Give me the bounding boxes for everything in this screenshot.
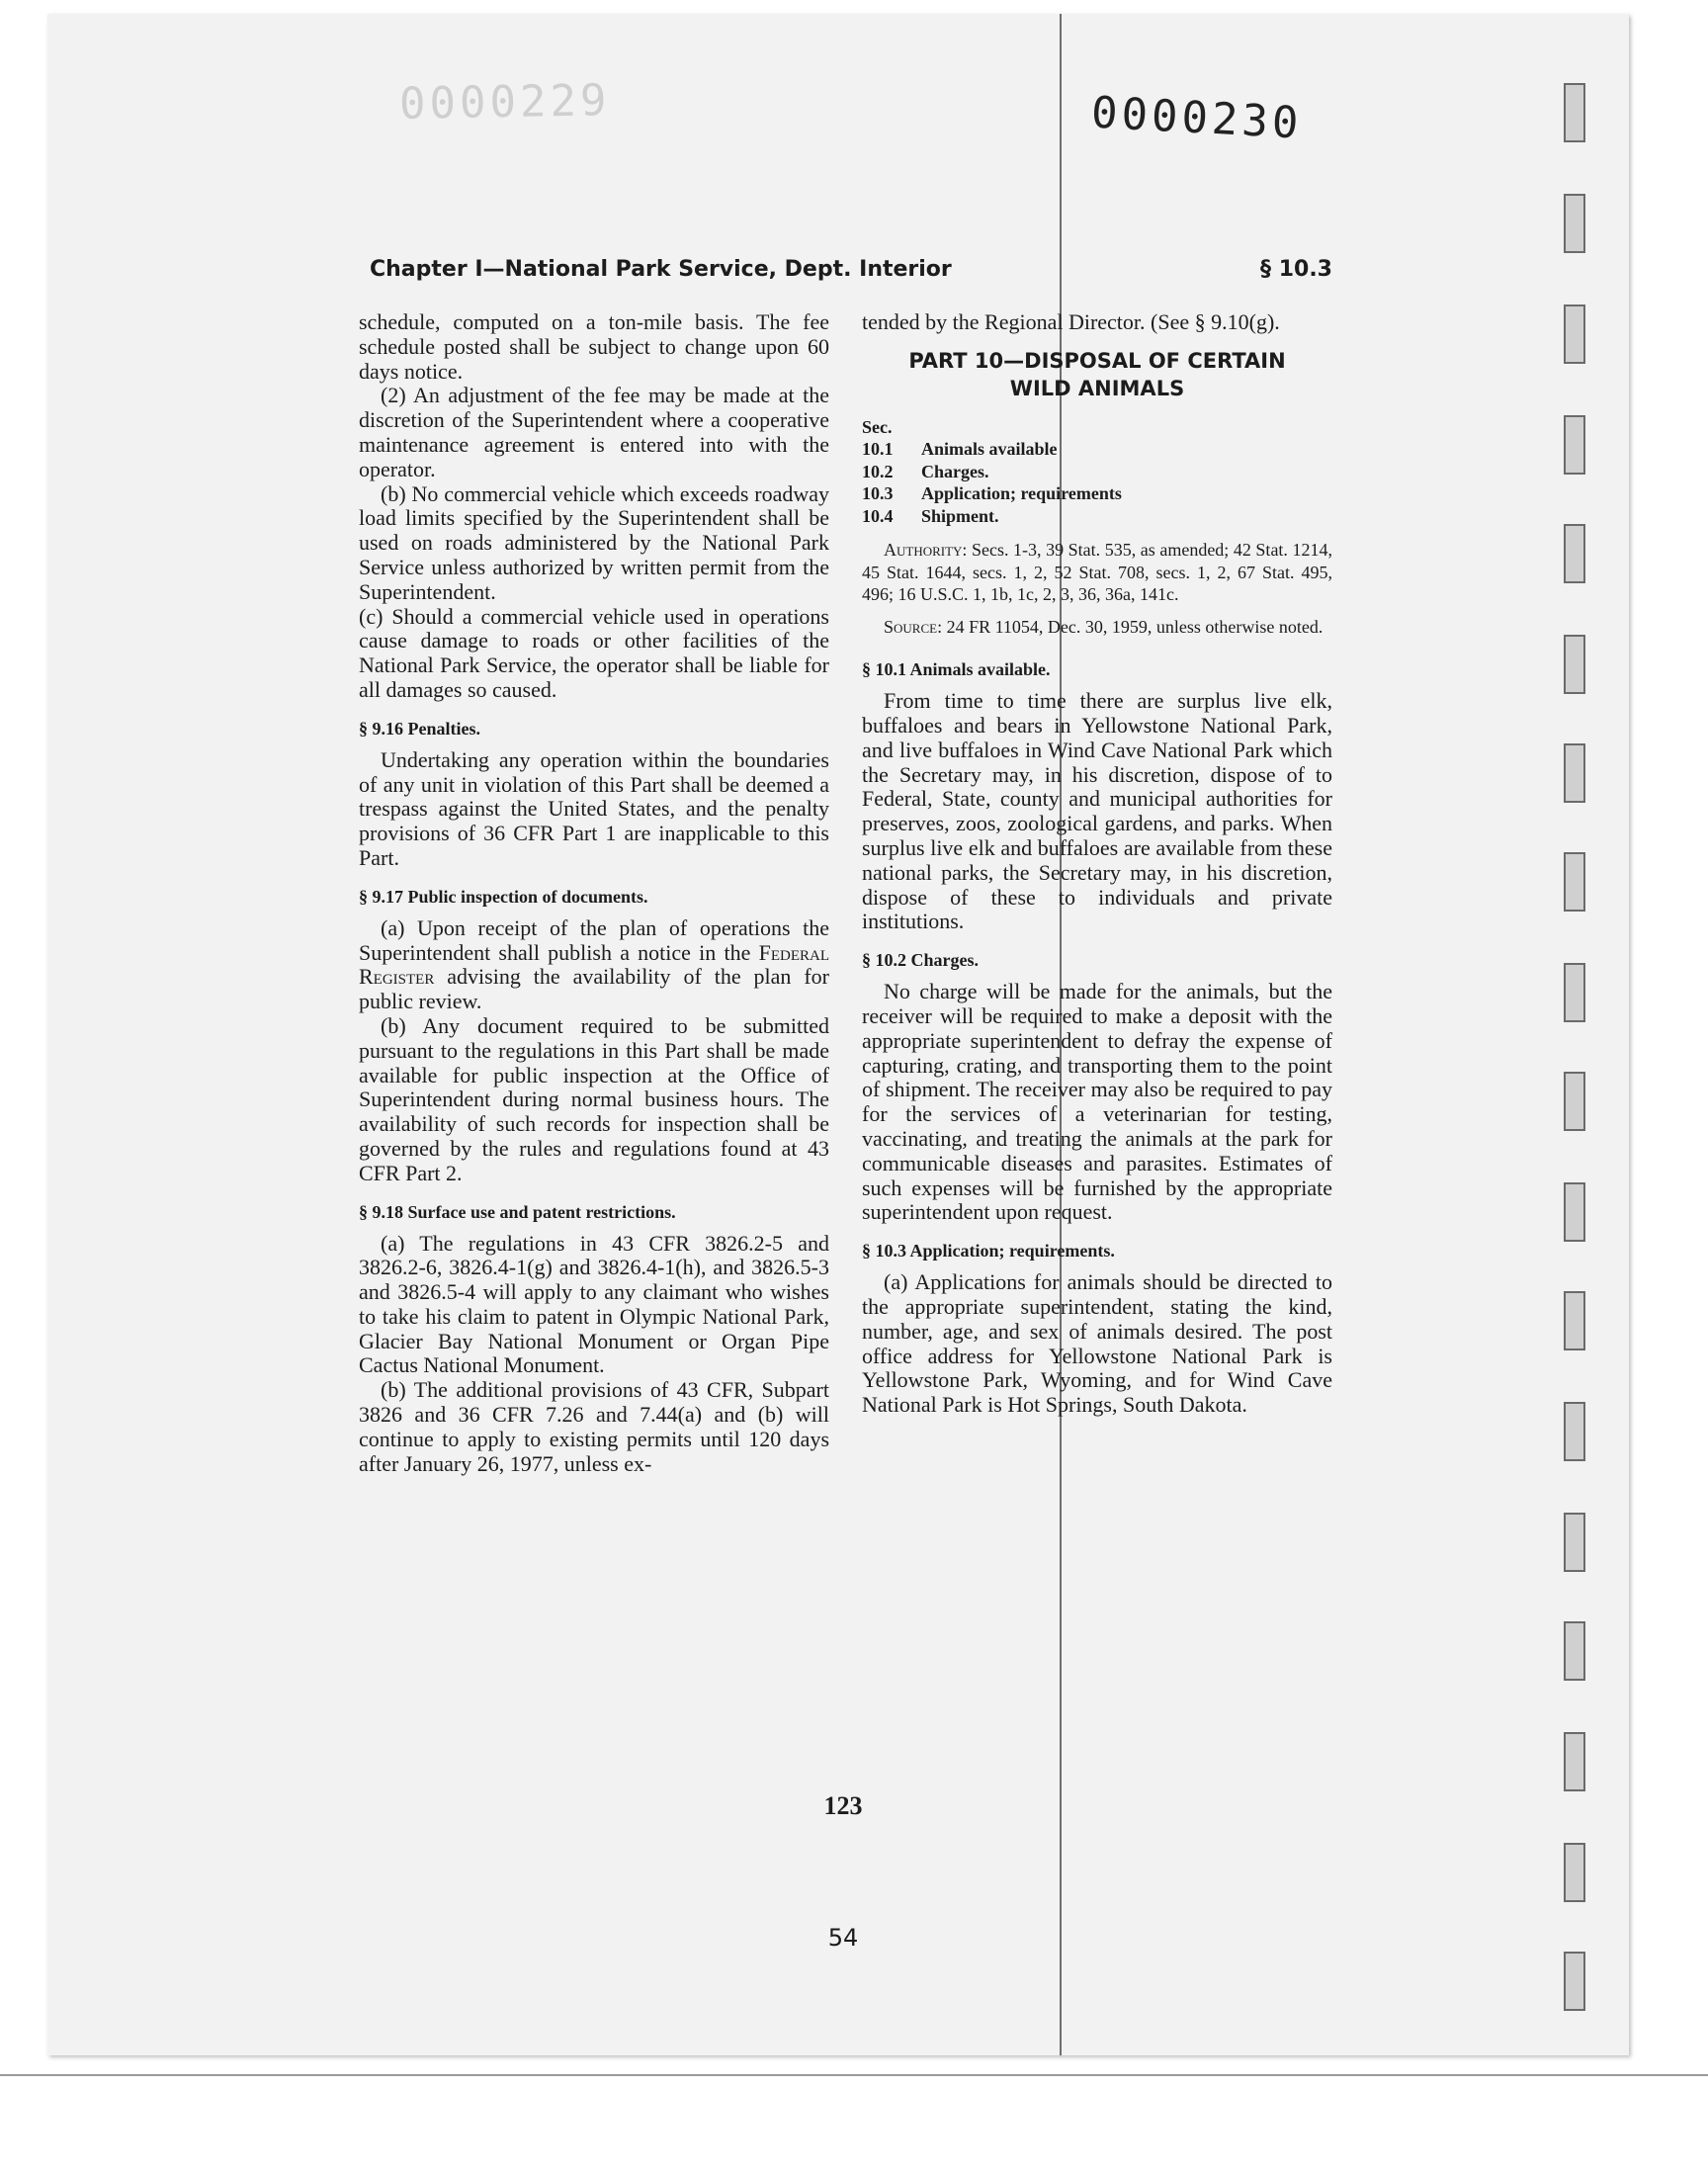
punch-hole (1564, 1291, 1585, 1350)
toc-title: Shipment. (921, 505, 999, 526)
paragraph: tended by the Regional Director. (See § 9.10(g). (862, 309, 1280, 334)
authority-text: Secs. 1-3, 39 Stat. 535, as amended; 42 Stat. 1214, 45 Stat. 1644, secs. 1, 2, 52 Stat. 708, secs. 1, 2, 67 Stat. 495, 496; 16 U.S.C. 1, 1b, 1c, 2, 3, 36, 36a, 141c. (862, 540, 1332, 605)
document-page (47, 14, 1629, 2055)
toc-entry (862, 482, 1332, 505)
left-column (359, 310, 829, 1476)
footer-number: 54 (827, 1924, 859, 1952)
section-heading: § 10.2 Charges. (862, 950, 979, 971)
punch-hole (1564, 1072, 1585, 1131)
toc-entry (862, 505, 1332, 528)
toc-number: 10.2 (862, 461, 894, 481)
bleed-through-stamp: 0000229 (398, 75, 611, 130)
toc-number: 10.1 (862, 439, 894, 460)
toc-label: Sec. (862, 416, 893, 437)
federal-register-name: Federal Register (359, 939, 829, 990)
section-heading: § 10.1 Animals available. (862, 659, 1051, 680)
punch-hole (1564, 83, 1585, 142)
toc-title: Animals available (921, 439, 1058, 460)
section-heading: § 9.17 Public inspection of documents. (359, 886, 648, 907)
section-heading: § 9.16 Penalties. (359, 718, 480, 739)
paragraph: (b) No commercial vehicle which exceeds roadway load limits specified by the Superintendent shall be used on roads administered by the National Park Service unless authorized by written permit from the Superintendent. (359, 480, 829, 604)
document-number-stamp: 0000230 (1089, 87, 1304, 149)
toc-title: Charges. (921, 461, 989, 481)
part-title-line: WILD ANIMALS (1009, 376, 1185, 400)
authority-label: Authority: (884, 540, 968, 561)
punch-hole (1564, 1952, 1585, 2011)
paragraph: schedule, computed on a ton-mile basis. The fee schedule posted shall be subject to change upon 60 days notice. (359, 309, 829, 384)
punch-hole (1564, 1621, 1585, 1681)
section-header: § 10.3 (1260, 257, 1332, 282)
punch-hole (1564, 1513, 1585, 1572)
punch-hole (1564, 963, 1585, 1022)
part-title-line: PART 10—DISPOSAL OF CERTAIN (908, 348, 1286, 373)
section-heading: § 10.3 Application; requirements. (862, 1241, 1115, 1262)
punch-hole (1564, 852, 1585, 912)
punch-hole (1564, 743, 1585, 803)
punch-hole (1564, 524, 1585, 583)
punch-hole (1564, 415, 1585, 475)
authority-note (862, 539, 1332, 606)
toc-entry (862, 438, 1332, 461)
paragraph: (2) An adjustment of the fee may be made at the discretion of the Superintendent where a cooperative maintenance agreement is entered into with the operator. (359, 383, 829, 481)
punch-hole (1564, 194, 1585, 253)
paragraph (359, 916, 829, 1014)
section-heading: § 9.18 Surface use and patent restrictions. (359, 1201, 676, 1222)
paragraph: From time to time there are surplus live elk, buffaloes and bears in Yellowstone National Park, and live buffaloes in Wind Cave National Park which the Secretary may, in his discretion, dispose of to Federal, State, county and municipal authorities for preserves, zoos, zoological gardens, and parks. When surplus live elk and buffaloes are available from these national parks, the Secretary may, in his discretion, dispose of these to individuals and private institutions. (862, 688, 1332, 934)
page-number: 123 (823, 1791, 863, 1820)
toc-number: 10.4 (862, 505, 894, 526)
source-note (862, 616, 1332, 639)
toc-entry (862, 461, 1332, 483)
punch-hole (1564, 1402, 1585, 1461)
toc-title: Application; requirements (921, 483, 1122, 504)
paragraph: (a) Applications for animals should be directed to the appropriate superintendent, stating the kind, number, age, and sex of animals desired. The post office address for Yellowstone National Park is Yellowstone Park, Wyoming, and for Wind Cave National Park is Hot Springs, South Dakota. (862, 1269, 1332, 1418)
punch-hole (1564, 304, 1585, 364)
paragraph: (c) Should a commercial vehicle used in operations cause damage to roads or other facilities of the National Park Service, the operator shall be liable for all damages so caused. (359, 603, 829, 702)
punch-hole (1564, 635, 1585, 694)
paragraph: (b) The additional provisions of 43 CFR, Subpart 3826 and 36 CFR 7.26 and 7.44(a) and (b) will continue to apply to existing permits until 120 days after January 26, 1977, unless ex- (359, 1377, 829, 1476)
toc-number: 10.3 (862, 483, 894, 504)
right-column (862, 310, 1332, 1418)
text-run: (a) Upon receipt of the plan of operations the Superintendent shall publish a notice in the (359, 914, 829, 965)
running-header: Chapter I—National Park Service, Dept. Interior (370, 257, 952, 282)
punch-hole (1564, 1732, 1585, 1791)
paragraph: Undertaking any operation within the boundaries of any unit in violation of this Part shall be deemed a trespass against the United States, and the penalty provisions of 36 CFR Part 1 are inapplicable to this Part. (359, 746, 829, 870)
paragraph: (b) Any document required to be submitted pursuant to the regulations in this Part shall be made available for public inspection at the Office of Superintendent during normal business hours. The availability of such records for inspection shall be governed by the rules and regulations found at 43 CFR Part 2. (359, 1012, 829, 1185)
source-text: 24 FR 11054, Dec. 30, 1959, unless otherwise noted. (942, 616, 1324, 637)
source-label: Source: (884, 616, 943, 637)
punch-hole (1564, 1843, 1585, 1902)
part-title (862, 347, 1332, 402)
paragraph: No charge will be made for the animals, but the receiver will be required to make a deposit with the appropriate superintendent to defray the expense of capturing, crating, and transporting them to the point of shipment. The receiver may also be required to pay for the services of a veterinarian for testing, vaccinating, and treating the animals at the park for communicable diseases and parasites. Estimates of such expenses will be furnished by the appropriate superintendent upon request. (862, 979, 1332, 1225)
scan-bottom-edge (0, 2074, 1708, 2076)
punch-hole (1564, 1182, 1585, 1242)
paragraph: (a) The regulations in 43 CFR 3826.2-5 and 3826.2-6, 3826.4-1(g) and 3826.4-1(h), and 3826.5-3 and 3826.5-4 will apply to any claimant who wishes to take his claim to patent in Olympic National Park, Glacier Bay National Monument or Organ Pipe Cactus National Monument. (359, 1230, 829, 1378)
text-run: advising the availability of the plan for public review. (359, 964, 829, 1014)
